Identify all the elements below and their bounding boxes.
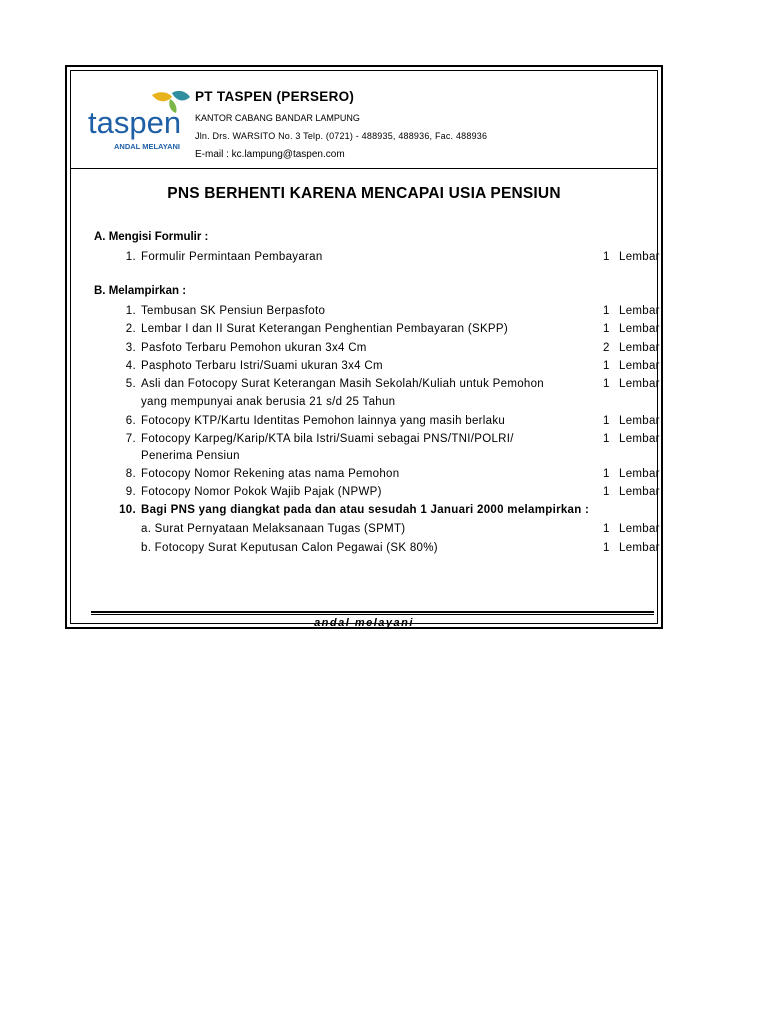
section-a-heading: A. Mengisi Formulir : bbox=[94, 231, 209, 243]
item-number: 2. bbox=[125, 323, 136, 335]
item-unit: Lembar bbox=[619, 523, 660, 535]
item-count: 1 bbox=[603, 433, 610, 445]
item-text-continued: yang mempunyai anak berusia 21 s/d 25 Tahun bbox=[141, 396, 396, 408]
document-title: PNS BERHENTI KARENA MENCAPAI USIA PENSIUN bbox=[167, 185, 561, 202]
branch-office: KANTOR CABANG BANDAR LAMPUNG bbox=[195, 113, 360, 123]
item-count: 1 bbox=[603, 523, 610, 535]
item-text: b. Fotocopy Surat Keputusan Calon Pegawai (SK 80%) bbox=[141, 542, 438, 554]
item-count: 2 bbox=[603, 342, 610, 354]
item-unit: Lembar bbox=[619, 323, 660, 335]
footer-tagline: andal melayani bbox=[314, 617, 414, 629]
item-unit: Lembar bbox=[619, 342, 660, 354]
item-text: Asli dan Fotocopy Surat Keterangan Masih Sekolah/Kuliah untuk Pemohon bbox=[141, 378, 544, 390]
item-count: 1 bbox=[603, 468, 610, 480]
item-unit: Lembar bbox=[619, 251, 660, 263]
item-unit: Lembar bbox=[619, 433, 660, 445]
item-text: Formulir Permintaan Pembayaran bbox=[141, 251, 323, 263]
item-text: Pasfoto Terbaru Pemohon ukuran 3x4 Cm bbox=[141, 342, 367, 354]
header-divider bbox=[71, 168, 657, 169]
item-text: Fotocopy Nomor Rekening atas nama Pemohon bbox=[141, 468, 400, 480]
office-address: Jln. Drs. WARSITO No. 3 Telp. (0721) - 488935, 488936, Fac. 488936 bbox=[195, 131, 488, 141]
item-number: 1. bbox=[125, 305, 136, 317]
item-number: 10. bbox=[119, 504, 136, 516]
item-count: 1 bbox=[603, 415, 610, 427]
item-number: 5. bbox=[125, 378, 136, 390]
item-number: 1. bbox=[125, 251, 136, 263]
item-text: Fotocopy KTP/Kartu Identitas Pemohon lainnya yang masih berlaku bbox=[141, 415, 506, 427]
item-unit: Lembar bbox=[619, 415, 660, 427]
section-b-heading: B. Melampirkan : bbox=[94, 285, 187, 297]
footer-divider-thin bbox=[91, 614, 654, 615]
item-unit: Lembar bbox=[619, 360, 660, 372]
item-text: a. Surat Pernyataan Melaksanaan Tugas (SPMT) bbox=[141, 523, 406, 535]
item-number: 9. bbox=[125, 486, 136, 498]
document-frame bbox=[65, 65, 663, 629]
item-count: 1 bbox=[603, 251, 610, 263]
item-count: 1 bbox=[603, 360, 610, 372]
item-count: 1 bbox=[603, 378, 610, 390]
item-unit: Lembar bbox=[619, 378, 660, 390]
item-text: Pasphoto Terbaru Istri/Suami ukuran 3x4 Cm bbox=[141, 360, 383, 372]
item-unit: Lembar bbox=[619, 486, 660, 498]
logo-tagline: ANDAL MELAYANI bbox=[114, 142, 180, 151]
item-number: 7. bbox=[125, 433, 136, 445]
item-number: 3. bbox=[125, 342, 136, 354]
logo-wordmark: taspen bbox=[88, 105, 182, 140]
item-unit: Lembar bbox=[619, 468, 660, 480]
item-text: Fotocopy Karpeg/Karip/KTA bila Istri/Suami sebagai PNS/TNI/POLRI/ bbox=[141, 433, 514, 445]
item-count: 1 bbox=[603, 323, 610, 335]
item-text: Fotocopy Nomor Pokok Wajib Pajak (NPWP) bbox=[141, 486, 382, 498]
item-text: Tembusan SK Pensiun Berpasfoto bbox=[141, 305, 326, 317]
item-text: Lembar I dan II Surat Keterangan Penghentian Pembayaran (SKPP) bbox=[141, 323, 509, 335]
item-number: 4. bbox=[125, 360, 136, 372]
item-number: 6. bbox=[125, 415, 136, 427]
item-text: Bagi PNS yang diangkat pada dan atau sesudah 1 Januari 2000 melampirkan : bbox=[141, 504, 590, 516]
item-number: 8. bbox=[125, 468, 136, 480]
company-name: PT TASPEN (PERSERO) bbox=[195, 89, 355, 104]
item-text-continued: Penerima Pensiun bbox=[141, 450, 240, 462]
item-count: 1 bbox=[603, 305, 610, 317]
item-count: 1 bbox=[603, 542, 610, 554]
document-inner-frame bbox=[70, 70, 660, 629]
footer-divider-thick bbox=[91, 611, 654, 613]
item-unit: Lembar bbox=[619, 542, 660, 554]
office-email: E-mail : kc.lampung@taspen.com bbox=[195, 149, 345, 160]
item-unit: Lembar bbox=[619, 305, 660, 317]
item-count: 1 bbox=[603, 486, 610, 498]
taspen-logo bbox=[86, 89, 196, 153]
